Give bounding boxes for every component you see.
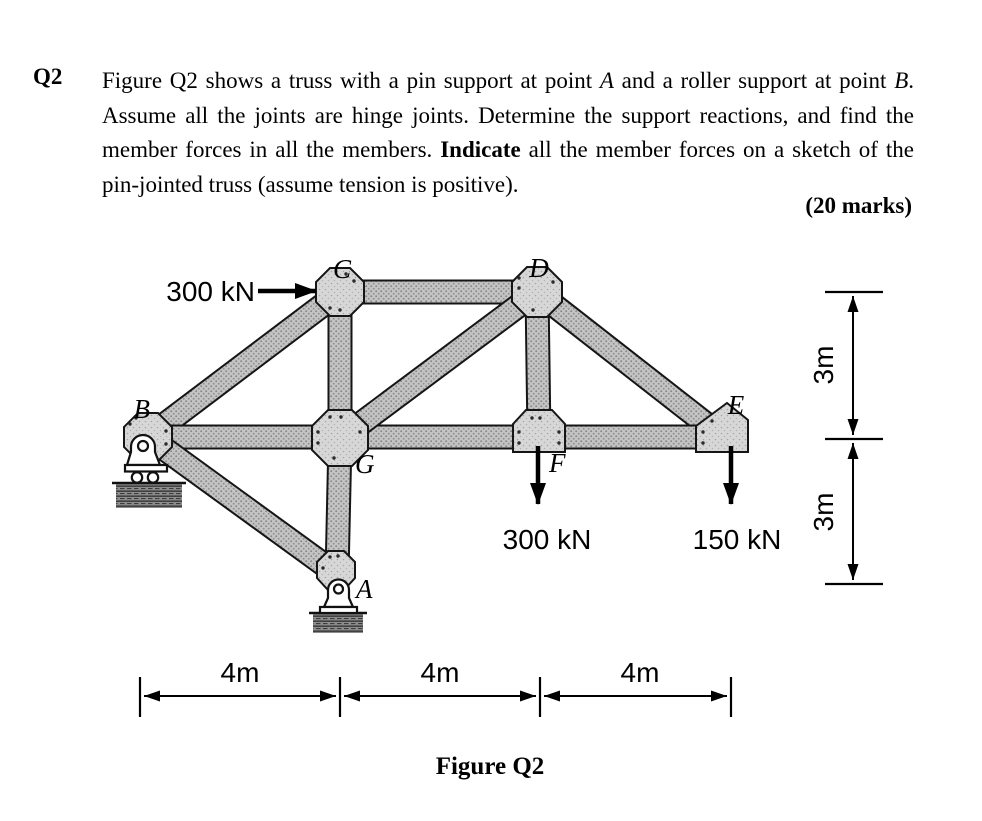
node-label-f: F	[549, 448, 566, 478]
pin-base-plate	[320, 607, 357, 613]
force-label-f: 300 kN	[502, 524, 592, 555]
roller-wheel-right	[148, 472, 158, 482]
truss-members	[127, 292, 746, 575]
dim-label-4m-1: 4m	[220, 657, 260, 688]
question-part3: . Assume all the joints are hinge joints. Determine the support reactions, and find the member forces in all the members.	[102, 68, 914, 162]
dim-label-4m-3: 4m	[620, 657, 660, 688]
dim-label-4m-2: 4m	[420, 657, 460, 688]
force-at-f	[503, 446, 592, 555]
force-label-e: 150 kN	[692, 524, 782, 555]
rivets	[128, 272, 713, 569]
force-at-c	[166, 276, 316, 307]
node-label-c: C	[332, 254, 352, 284]
truss-member-de	[537, 292, 724, 438]
question-part4: all the member forces on a sketch of the pin-jointed truss (assume tension is positive).	[102, 137, 914, 197]
question-part1: Figure Q2 shows a truss with a pin support at point	[102, 68, 600, 93]
ground-hatch-b	[116, 483, 182, 508]
node-label-a: A	[356, 574, 373, 604]
gusset-plate-f	[513, 410, 565, 452]
marks-label: (20 marks)	[805, 193, 912, 218]
point-b-ref: B	[894, 68, 909, 93]
node-label-d: D	[529, 253, 549, 283]
dimension-horizontal	[140, 657, 731, 717]
roller-pin-circle	[138, 441, 148, 451]
force-label-c: 300 kN	[166, 276, 255, 307]
pin-circle	[334, 585, 343, 594]
indicate-word: Indicate	[440, 137, 521, 162]
node-label-b: B	[133, 394, 150, 424]
node-label-g: G	[355, 449, 375, 479]
dim-label-3m-top: 3m	[808, 345, 839, 385]
figure-caption: Figure Q2	[435, 753, 545, 780]
truss-member-gd	[340, 292, 537, 439]
question-part2: and a roller support at point	[613, 68, 895, 93]
truss-member-bc	[148, 292, 340, 437]
ground-hatch-a	[313, 613, 363, 633]
roller-base-plate	[125, 465, 167, 472]
roller-wheel-left	[132, 472, 142, 482]
question-number: Q2	[33, 64, 63, 89]
node-label-e: E	[727, 390, 745, 420]
dim-label-3m-bottom: 3m	[808, 492, 839, 532]
force-at-e	[693, 446, 782, 555]
dimension-vertical	[808, 292, 883, 584]
point-a-ref: A	[599, 68, 614, 93]
